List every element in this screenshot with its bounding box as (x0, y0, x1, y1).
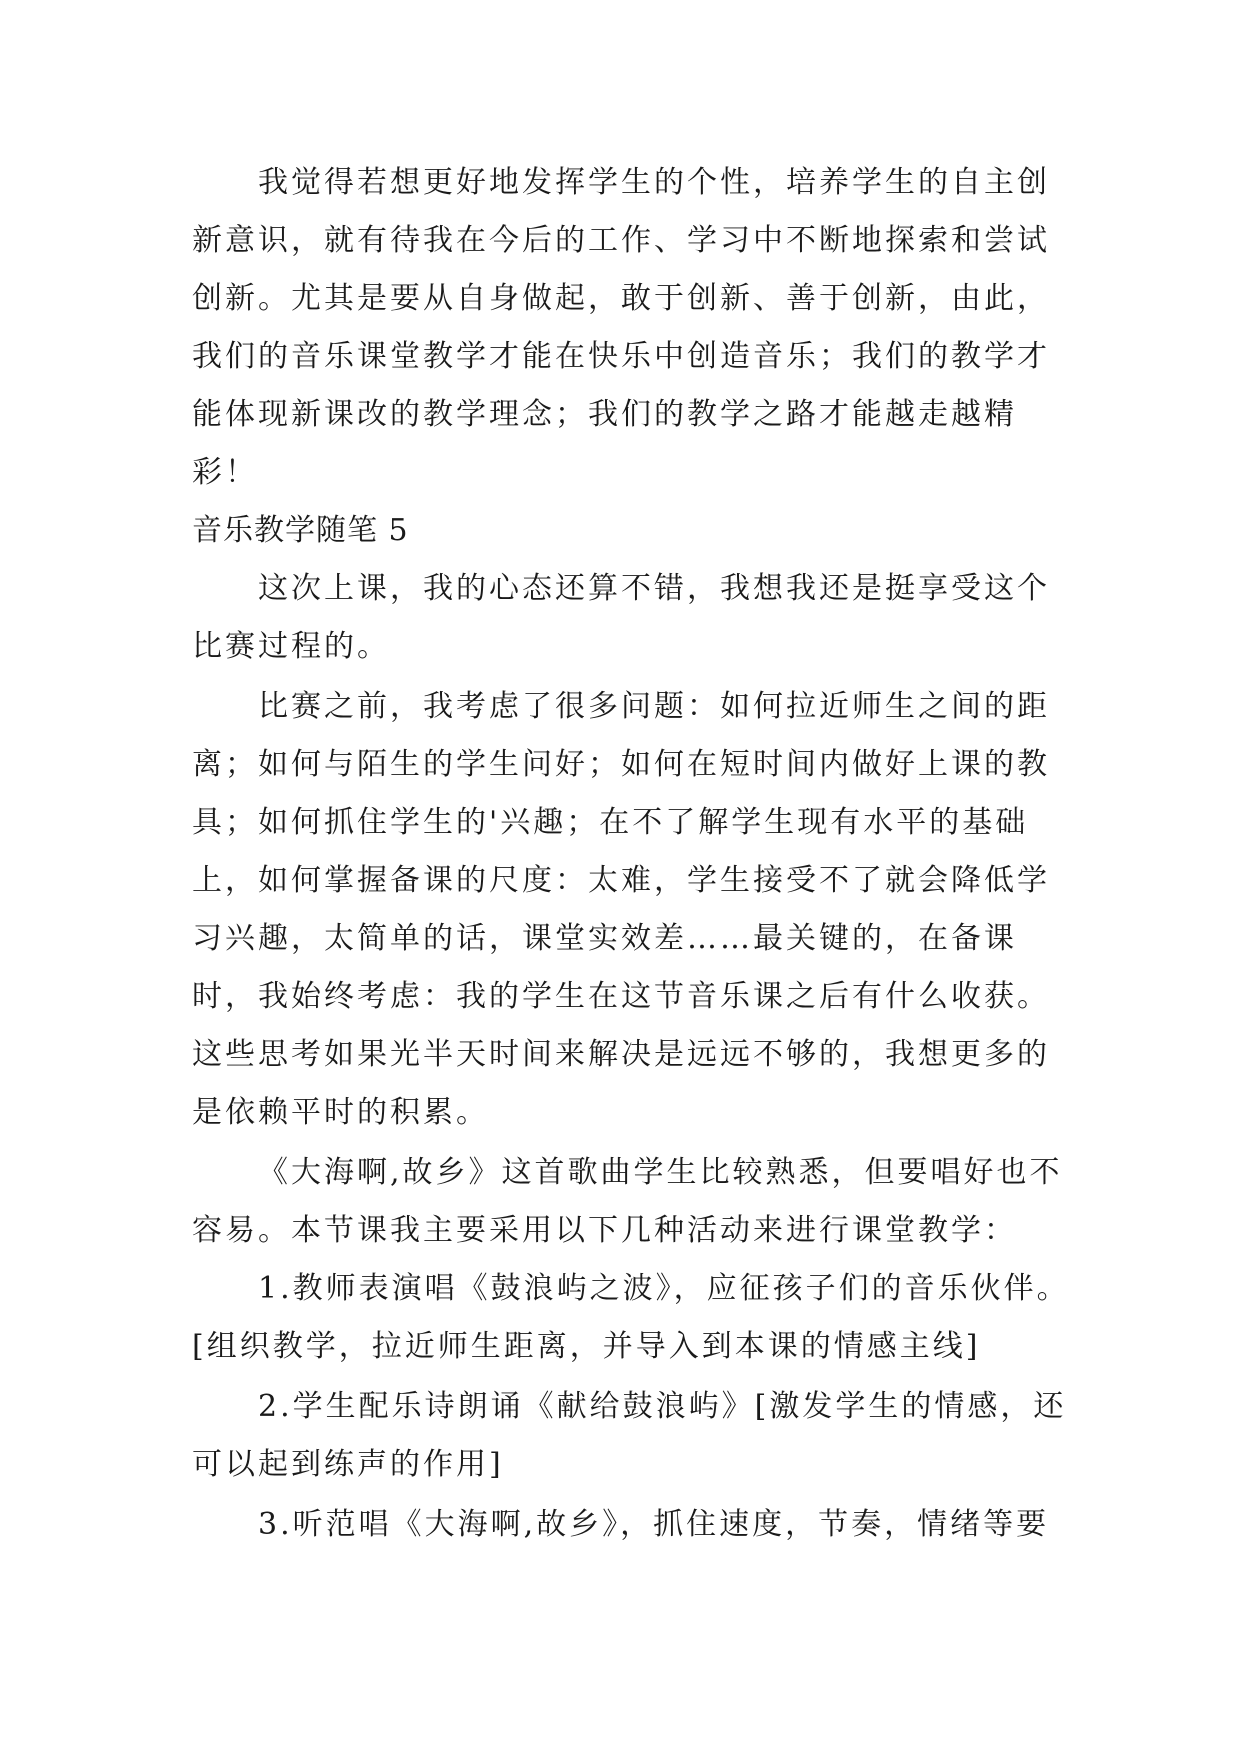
document-body (192, 154, 1072, 1554)
paragraph: 比赛之前，我考虑了很多问题：如何拉近师生之间的距离；如何与陌生的学生问好；如何在短时间内做好上课的教具；如何抓住学生的'兴趣；在不了解学生现有水平的基础上，如何掌握备课的尺度：太难，学生接受不了就会降低学习兴趣，太简单的话，课堂实效差……最关键的，在备课时，我始终考虑：我的学生在这节音乐课之后有什么收获。这些思考如果光半天时间来解决是远远不够的，我想更多的是依赖平时的积累。 (192, 689, 1050, 1130)
paragraph: 这次上课，我的心态还算不错，我想我还是挺享受这个比赛过程的。 (192, 571, 1050, 664)
list-item: 3.听范唱《大海啊,故乡》，抓住速度，节奏，情绪等要 (258, 1507, 1050, 1542)
section-heading: 音乐教学随笔 5 (192, 513, 409, 548)
list-item: 2.学生配乐诗朗诵《献给鼓浪屿》[激发学生的情感，还可以起到练声的作用] (192, 1389, 1067, 1482)
list-item: 1.教师表演唱《鼓浪屿之波》，应征孩子们的音乐伙伴。[组织教学，拉近师生距离，并导入到本课的情感主线] (192, 1271, 1070, 1364)
paragraph: 《大海啊,故乡》这首歌曲学生比较熟悉，但要唱好也不容易。本节课我主要采用以下几种活动来进行课堂教学： (192, 1155, 1063, 1248)
paragraph: 我觉得若想更好地发挥学生的个性，培养学生的自主创新意识，就有待我在今后的工作、学习中不断地探索和尝试创新。尤其是要从自身做起，敢于创新、善于创新，由此，我们的音乐课堂教学才能在快乐中创造音乐；我们的教学才能体现新课改的教学理念；我们的教学之路才能越走越精彩！ (192, 165, 1050, 490)
